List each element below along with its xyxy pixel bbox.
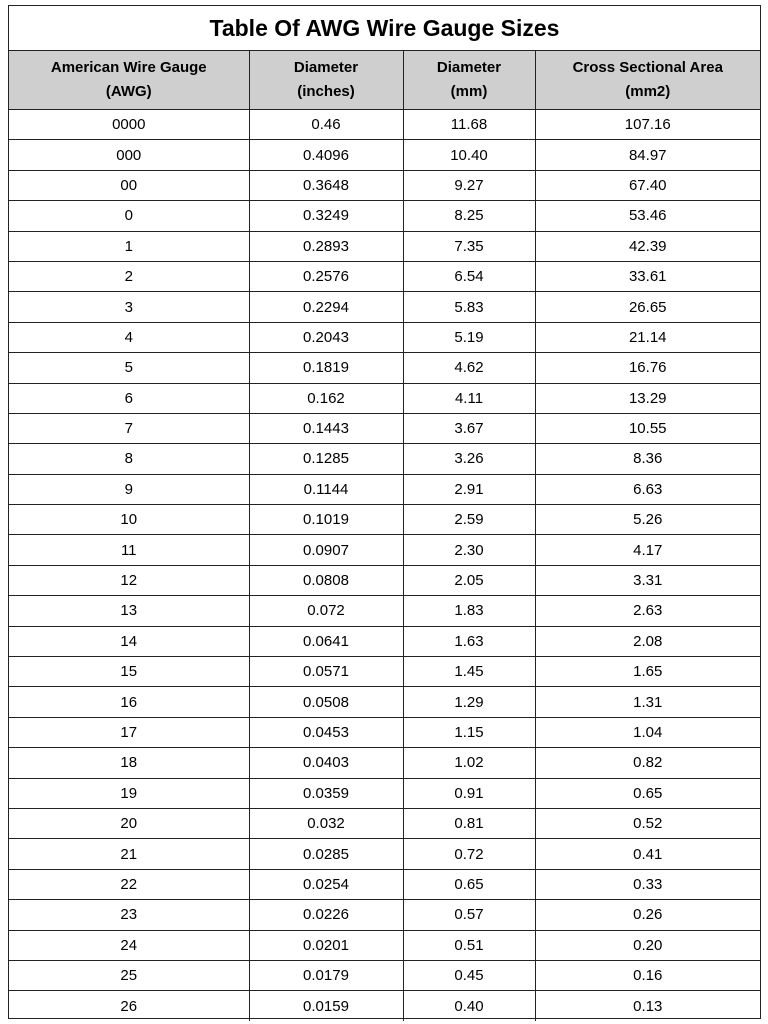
diameter-inches-cell: 0.0453 bbox=[249, 717, 403, 747]
awg-cell: 22 bbox=[9, 869, 249, 899]
diameter-mm-cell: 1.83 bbox=[403, 596, 535, 626]
table-body bbox=[9, 110, 760, 1021]
diameter-mm-cell: 4.11 bbox=[403, 383, 535, 413]
area-cell: 10.55 bbox=[535, 413, 760, 443]
awg-table bbox=[9, 51, 760, 1021]
diameter-inches-cell: 0.162 bbox=[249, 383, 403, 413]
area-cell: 0.20 bbox=[535, 930, 760, 960]
table-row bbox=[9, 930, 760, 960]
diameter-mm-cell: 0.45 bbox=[403, 960, 535, 990]
area-cell: 0.26 bbox=[535, 900, 760, 930]
table-row bbox=[9, 565, 760, 595]
diameter-mm-cell: 2.59 bbox=[403, 505, 535, 535]
diameter-inches-cell: 0.0226 bbox=[249, 900, 403, 930]
diameter-inches-cell: 0.1019 bbox=[249, 505, 403, 535]
awg-cell: 21 bbox=[9, 839, 249, 869]
diameter-mm-cell: 0.51 bbox=[403, 930, 535, 960]
area-cell: 1.65 bbox=[535, 657, 760, 687]
diameter-mm-cell: 3.67 bbox=[403, 413, 535, 443]
awg-cell: 0000 bbox=[9, 110, 249, 140]
diameter-mm-cell: 10.40 bbox=[403, 140, 535, 170]
area-cell: 42.39 bbox=[535, 231, 760, 261]
awg-cell: 8 bbox=[9, 444, 249, 474]
table-row bbox=[9, 444, 760, 474]
table-row bbox=[9, 535, 760, 565]
diameter-mm-cell: 0.72 bbox=[403, 839, 535, 869]
area-cell: 0.41 bbox=[535, 839, 760, 869]
table-row bbox=[9, 322, 760, 352]
diameter-mm-cell: 0.65 bbox=[403, 869, 535, 899]
awg-cell: 9 bbox=[9, 474, 249, 504]
awg-cell: 00 bbox=[9, 170, 249, 200]
diameter-mm-cell: 7.35 bbox=[403, 231, 535, 261]
diameter-mm-cell: 1.45 bbox=[403, 657, 535, 687]
diameter-mm-cell: 5.19 bbox=[403, 322, 535, 352]
table-row bbox=[9, 231, 760, 261]
column-header-diameter-inches: Diameter (inches) bbox=[249, 51, 403, 110]
table-row bbox=[9, 808, 760, 838]
table-row bbox=[9, 717, 760, 747]
table-row bbox=[9, 626, 760, 656]
awg-cell: 18 bbox=[9, 748, 249, 778]
table-row bbox=[9, 292, 760, 322]
table-row bbox=[9, 687, 760, 717]
table-row bbox=[9, 991, 760, 1021]
diameter-mm-cell: 9.27 bbox=[403, 170, 535, 200]
diameter-inches-cell: 0.3249 bbox=[249, 201, 403, 231]
table-row bbox=[9, 110, 760, 140]
diameter-inches-cell: 0.0254 bbox=[249, 869, 403, 899]
diameter-inches-cell: 0.1819 bbox=[249, 353, 403, 383]
awg-cell: 19 bbox=[9, 778, 249, 808]
diameter-mm-cell: 2.30 bbox=[403, 535, 535, 565]
diameter-mm-cell: 2.05 bbox=[403, 565, 535, 595]
diameter-inches-cell: 0.2893 bbox=[249, 231, 403, 261]
awg-cell: 11 bbox=[9, 535, 249, 565]
table-header-row bbox=[9, 51, 760, 110]
diameter-mm-cell: 4.62 bbox=[403, 353, 535, 383]
diameter-inches-cell: 0.1144 bbox=[249, 474, 403, 504]
area-cell: 33.61 bbox=[535, 261, 760, 291]
diameter-inches-cell: 0.0508 bbox=[249, 687, 403, 717]
diameter-mm-cell: 8.25 bbox=[403, 201, 535, 231]
table-title: Table Of AWG Wire Gauge Sizes bbox=[9, 6, 760, 51]
diameter-mm-cell: 5.83 bbox=[403, 292, 535, 322]
awg-cell: 10 bbox=[9, 505, 249, 535]
awg-cell: 5 bbox=[9, 353, 249, 383]
area-cell: 107.16 bbox=[535, 110, 760, 140]
diameter-inches-cell: 0.4096 bbox=[249, 140, 403, 170]
area-cell: 53.46 bbox=[535, 201, 760, 231]
column-header-awg: American Wire Gauge (AWG) bbox=[9, 51, 249, 110]
area-cell: 5.26 bbox=[535, 505, 760, 535]
awg-cell: 20 bbox=[9, 808, 249, 838]
diameter-inches-cell: 0.46 bbox=[249, 110, 403, 140]
area-cell: 3.31 bbox=[535, 565, 760, 595]
table-row bbox=[9, 413, 760, 443]
table-row bbox=[9, 383, 760, 413]
area-cell: 21.14 bbox=[535, 322, 760, 352]
awg-cell: 16 bbox=[9, 687, 249, 717]
diameter-inches-cell: 0.3648 bbox=[249, 170, 403, 200]
table-row bbox=[9, 474, 760, 504]
diameter-mm-cell: 1.29 bbox=[403, 687, 535, 717]
diameter-inches-cell: 0.0571 bbox=[249, 657, 403, 687]
awg-cell: 4 bbox=[9, 322, 249, 352]
diameter-inches-cell: 0.1443 bbox=[249, 413, 403, 443]
diameter-inches-cell: 0.0907 bbox=[249, 535, 403, 565]
area-cell: 0.13 bbox=[535, 991, 760, 1021]
diameter-inches-cell: 0.2043 bbox=[249, 322, 403, 352]
table-row bbox=[9, 900, 760, 930]
area-cell: 2.08 bbox=[535, 626, 760, 656]
diameter-inches-cell: 0.2294 bbox=[249, 292, 403, 322]
table-row bbox=[9, 353, 760, 383]
diameter-inches-cell: 0.0403 bbox=[249, 748, 403, 778]
awg-table-document bbox=[8, 5, 761, 1019]
diameter-mm-cell: 2.91 bbox=[403, 474, 535, 504]
diameter-inches-cell: 0.032 bbox=[249, 808, 403, 838]
diameter-mm-cell: 3.26 bbox=[403, 444, 535, 474]
awg-cell: 17 bbox=[9, 717, 249, 747]
awg-cell: 7 bbox=[9, 413, 249, 443]
awg-cell: 23 bbox=[9, 900, 249, 930]
awg-cell: 24 bbox=[9, 930, 249, 960]
table-row bbox=[9, 960, 760, 990]
awg-cell: 14 bbox=[9, 626, 249, 656]
awg-cell: 13 bbox=[9, 596, 249, 626]
diameter-mm-cell: 1.15 bbox=[403, 717, 535, 747]
awg-cell: 3 bbox=[9, 292, 249, 322]
table-row bbox=[9, 657, 760, 687]
diameter-inches-cell: 0.0201 bbox=[249, 930, 403, 960]
area-cell: 26.65 bbox=[535, 292, 760, 322]
awg-cell: 2 bbox=[9, 261, 249, 291]
diameter-mm-cell: 0.81 bbox=[403, 808, 535, 838]
area-cell: 0.65 bbox=[535, 778, 760, 808]
table-row bbox=[9, 505, 760, 535]
table-row bbox=[9, 201, 760, 231]
awg-cell: 1 bbox=[9, 231, 249, 261]
area-cell: 0.33 bbox=[535, 869, 760, 899]
diameter-mm-cell: 11.68 bbox=[403, 110, 535, 140]
diameter-inches-cell: 0.0641 bbox=[249, 626, 403, 656]
diameter-mm-cell: 1.63 bbox=[403, 626, 535, 656]
diameter-mm-cell: 0.91 bbox=[403, 778, 535, 808]
table-row bbox=[9, 869, 760, 899]
diameter-inches-cell: 0.0359 bbox=[249, 778, 403, 808]
awg-cell: 12 bbox=[9, 565, 249, 595]
diameter-inches-cell: 0.0285 bbox=[249, 839, 403, 869]
diameter-mm-cell: 0.40 bbox=[403, 991, 535, 1021]
column-header-diameter-mm: Diameter (mm) bbox=[403, 51, 535, 110]
diameter-inches-cell: 0.2576 bbox=[249, 261, 403, 291]
column-header-cross-sectional-area: Cross Sectional Area (mm2) bbox=[535, 51, 760, 110]
diameter-inches-cell: 0.0159 bbox=[249, 991, 403, 1021]
diameter-inches-cell: 0.1285 bbox=[249, 444, 403, 474]
area-cell: 1.31 bbox=[535, 687, 760, 717]
area-cell: 84.97 bbox=[535, 140, 760, 170]
diameter-mm-cell: 1.02 bbox=[403, 748, 535, 778]
awg-cell: 15 bbox=[9, 657, 249, 687]
table-row bbox=[9, 839, 760, 869]
area-cell: 0.16 bbox=[535, 960, 760, 990]
awg-cell: 26 bbox=[9, 991, 249, 1021]
area-cell: 67.40 bbox=[535, 170, 760, 200]
area-cell: 2.63 bbox=[535, 596, 760, 626]
area-cell: 1.04 bbox=[535, 717, 760, 747]
diameter-inches-cell: 0.072 bbox=[249, 596, 403, 626]
diameter-mm-cell: 0.57 bbox=[403, 900, 535, 930]
table-row bbox=[9, 140, 760, 170]
diameter-inches-cell: 0.0808 bbox=[249, 565, 403, 595]
table-row bbox=[9, 778, 760, 808]
table-row bbox=[9, 261, 760, 291]
area-cell: 8.36 bbox=[535, 444, 760, 474]
area-cell: 13.29 bbox=[535, 383, 760, 413]
awg-cell: 000 bbox=[9, 140, 249, 170]
awg-cell: 25 bbox=[9, 960, 249, 990]
area-cell: 16.76 bbox=[535, 353, 760, 383]
awg-cell: 0 bbox=[9, 201, 249, 231]
table-row bbox=[9, 170, 760, 200]
diameter-inches-cell: 0.0179 bbox=[249, 960, 403, 990]
table-row bbox=[9, 748, 760, 778]
table-row bbox=[9, 596, 760, 626]
area-cell: 6.63 bbox=[535, 474, 760, 504]
area-cell: 4.17 bbox=[535, 535, 760, 565]
area-cell: 0.52 bbox=[535, 808, 760, 838]
diameter-mm-cell: 6.54 bbox=[403, 261, 535, 291]
awg-cell: 6 bbox=[9, 383, 249, 413]
area-cell: 0.82 bbox=[535, 748, 760, 778]
